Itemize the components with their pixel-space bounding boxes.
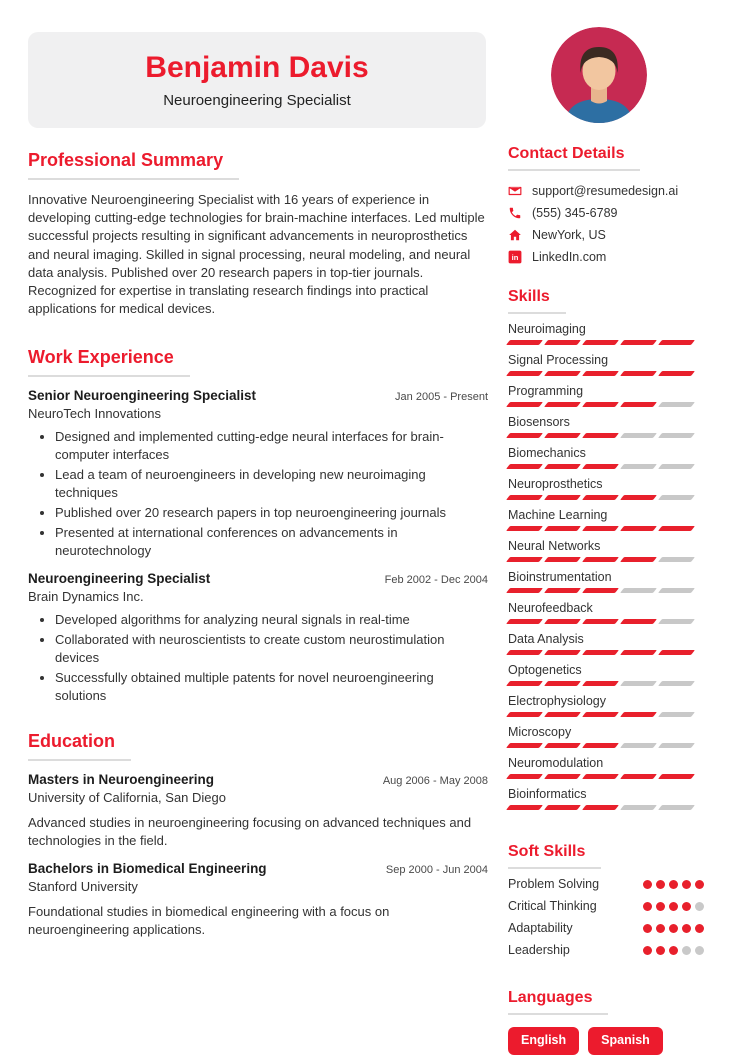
home-icon: [508, 228, 522, 242]
level-dot-filled: [669, 880, 678, 889]
contact-item: [508, 184, 704, 198]
soft-skill-level-dots: [643, 880, 704, 889]
job-entry: [28, 571, 488, 705]
job-company: NeuroTech Innovations: [28, 406, 161, 422]
skills-section: [508, 288, 704, 810]
skill-segment-filled: [582, 588, 619, 593]
skill-name: Data Analysis: [508, 632, 584, 646]
level-dot-filled: [643, 902, 652, 911]
sidebar-column: [508, 145, 704, 1055]
skill-row: [508, 632, 704, 655]
skill-segment-filled: [506, 557, 543, 562]
skill-segment-filled: [544, 619, 581, 624]
skill-segment-filled: [506, 340, 543, 345]
skill-segment-filled: [620, 650, 657, 655]
degree-title: Bachelors in Biomedical Engineering: [28, 860, 267, 876]
skill-segment-filled: [544, 464, 581, 469]
mail-icon: [508, 184, 522, 198]
skill-segment-filled: [544, 743, 581, 748]
skill-segment-filled: [582, 433, 619, 438]
education-entry: [28, 861, 488, 939]
skill-segment-filled: [544, 650, 581, 655]
skill-segment-filled: [544, 495, 581, 500]
level-dot-filled: [643, 924, 652, 933]
skill-segment-filled: [582, 743, 619, 748]
education-description: Advanced studies in neuroengineering focusing on advanced techniques and technologies in the field.: [28, 814, 472, 848]
header-name-card: [28, 32, 486, 128]
job-bullets: [28, 611, 488, 705]
skill-segment-filled: [506, 712, 543, 717]
skill-segment-filled: [506, 495, 543, 500]
job-title: Senior Neuroengineering Specialist: [28, 388, 257, 404]
skill-segment-filled: [582, 464, 619, 469]
soft-skill-level-dots: [643, 946, 704, 955]
skill-segment-empty: [658, 402, 695, 407]
skill-segment-filled: [506, 805, 543, 810]
summary-text: Innovative Neuroengineering Specialist with 16 years of experience in developing cutting-edge technologies for brain-machine interfaces. Led multiple successful projects resulting in significant advancements in neuroprosthetics and neural imaging. Skilled in signal processing, neural modeling, and neural data analysis. Published over 20 research papers in top-tier journals. Recognized for expertise in translating research findings into practical applications for medical devices.: [28, 192, 485, 317]
skill-level-bar: [508, 340, 704, 345]
skill-segment-filled: [544, 433, 581, 438]
profile-photo: [551, 27, 647, 123]
contact-item: [508, 250, 704, 264]
skill-segment-filled: [506, 619, 543, 624]
skill-segment-filled: [506, 774, 543, 779]
summary-heading: Professional Summary: [28, 150, 239, 180]
skill-row: [508, 384, 704, 407]
skill-level-bar: [508, 464, 704, 469]
bullet-item: • Successfully obtained multiple patents for novel neuroengineering solutions: [55, 669, 488, 705]
skill-row: [508, 415, 704, 438]
skill-row: [508, 539, 704, 562]
avatar: [551, 27, 647, 123]
skill-segment-filled: [582, 805, 619, 810]
skill-segment-filled: [544, 712, 581, 717]
skill-segment-filled: [506, 371, 543, 376]
skill-name: Machine Learning: [508, 508, 608, 522]
skill-row: [508, 353, 704, 376]
bullet-item: • Lead a team of neuroengineers in developing new neuroimaging techniques: [55, 466, 488, 502]
contact-heading: Contact Details: [508, 145, 640, 171]
skill-segment-filled: [544, 526, 581, 531]
education-entry: [28, 772, 488, 850]
skill-segment-empty: [658, 433, 695, 438]
person-name: Benjamin Davis: [145, 51, 369, 84]
job-date: Feb 2002 - Dec 2004: [384, 573, 488, 586]
soft-skills-heading: Soft Skills: [508, 843, 601, 869]
skill-segment-filled: [544, 774, 581, 779]
skill-segment-filled: [582, 712, 619, 717]
skill-segment-filled: [582, 557, 619, 562]
skill-segment-empty: [658, 557, 695, 562]
skill-level-bar: [508, 805, 704, 810]
skill-row: [508, 663, 704, 686]
soft-skill-name: Problem Solving: [508, 877, 600, 891]
skill-segment-filled: [506, 464, 543, 469]
skill-row: [508, 508, 704, 531]
skill-level-bar: [508, 495, 704, 500]
skill-segment-filled: [658, 774, 695, 779]
skill-segment-empty: [620, 743, 657, 748]
skill-segment-filled: [506, 526, 543, 531]
level-dot-filled: [669, 946, 678, 955]
contact-item: [508, 206, 704, 220]
soft-skill-row: [508, 899, 704, 913]
level-dot-empty: [682, 946, 691, 955]
skill-name: Neural Networks: [508, 539, 601, 553]
level-dot-filled: [695, 880, 704, 889]
skill-segment-empty: [658, 588, 695, 593]
work-experience-section: [28, 347, 488, 704]
skill-name: Signal Processing: [508, 353, 609, 367]
skill-segment-filled: [620, 774, 657, 779]
contact-section: [508, 145, 704, 264]
languages-section: [508, 989, 704, 1055]
bullet-item: • Collaborated with neuroscientists to create custom neurostimulation devices: [55, 631, 488, 667]
contact-text: NewYork, US: [532, 228, 606, 242]
skill-row: [508, 322, 704, 345]
job-company: Brain Dynamics Inc.: [28, 588, 144, 604]
soft-skill-list: [508, 877, 704, 957]
skill-level-bar: [508, 650, 704, 655]
skill-segment-filled: [544, 340, 581, 345]
skill-level-bar: [508, 402, 704, 407]
summary-section: [28, 150, 488, 318]
skill-segment-filled: [582, 371, 619, 376]
level-dot-filled: [656, 880, 665, 889]
skill-name: Optogenetics: [508, 663, 582, 677]
education-section: [28, 731, 488, 940]
degree-title: Masters in Neuroengineering: [28, 771, 215, 787]
skill-segment-filled: [544, 371, 581, 376]
education-date: Sep 2000 - Jun 2004: [385, 863, 488, 876]
soft-skill-row: [508, 877, 704, 891]
job-entry: [28, 388, 488, 560]
skill-level-bar: [508, 557, 704, 562]
skill-segment-empty: [620, 681, 657, 686]
skill-segment-filled: [582, 650, 619, 655]
skill-segment-empty: [658, 743, 695, 748]
skill-name: Neurofeedback: [508, 601, 593, 615]
skill-level-bar: [508, 588, 704, 593]
skill-row: [508, 601, 704, 624]
soft-skill-name: Adaptability: [508, 921, 573, 935]
skill-segment-filled: [620, 371, 657, 376]
skill-segment-empty: [658, 805, 695, 810]
skills-heading: Skills: [508, 288, 566, 314]
language-badge-list: [508, 1027, 704, 1055]
skill-segment-filled: [620, 526, 657, 531]
skill-name: Programming: [508, 384, 584, 398]
skill-segment-filled: [544, 588, 581, 593]
contact-text: support@resumedesign.ai: [532, 184, 679, 198]
soft-skill-level-dots: [643, 924, 704, 933]
job-bullets: [28, 428, 488, 560]
school-name: Stanford University: [28, 878, 138, 894]
linkedin-icon: [508, 250, 522, 264]
level-dot-filled: [643, 880, 652, 889]
soft-skill-level-dots: [643, 902, 704, 911]
contact-list: [508, 184, 704, 264]
skill-segment-empty: [620, 464, 657, 469]
skill-segment-filled: [582, 774, 619, 779]
bullet-item: • Published over 20 research papers in top neuroengineering journals: [55, 504, 488, 522]
skill-row: [508, 694, 704, 717]
skill-name: Bioinstrumentation: [508, 570, 612, 584]
skill-name: Microscopy: [508, 725, 572, 739]
skill-name: Biosensors: [508, 415, 570, 429]
skill-level-bar: [508, 774, 704, 779]
skill-segment-filled: [620, 619, 657, 624]
skill-segment-empty: [658, 681, 695, 686]
contact-text: (555) 345-6789: [532, 206, 618, 220]
level-dot-filled: [643, 946, 652, 955]
skill-segment-filled: [620, 557, 657, 562]
soft-skill-row: [508, 943, 704, 957]
skill-row: [508, 756, 704, 779]
skill-segment-filled: [506, 743, 543, 748]
job-title: Neuroengineering Specialist: [28, 570, 211, 586]
skill-name: Biomechanics: [508, 446, 586, 460]
bullet-item: • Designed and implemented cutting-edge neural interfaces for brain-computer interfaces: [55, 428, 488, 464]
phone-icon: [508, 206, 522, 220]
skill-name: Electrophysiology: [508, 694, 606, 708]
skill-segment-filled: [620, 495, 657, 500]
soft-skill-name: Critical Thinking: [508, 899, 597, 913]
contact-text: LinkedIn.com: [532, 250, 607, 264]
skill-segment-filled: [582, 340, 619, 345]
skill-segment-filled: [506, 681, 543, 686]
skill-segment-filled: [658, 340, 695, 345]
skill-segment-filled: [544, 402, 581, 407]
skill-segment-filled: [658, 371, 695, 376]
skill-list: [508, 322, 704, 810]
skill-segment-empty: [620, 588, 657, 593]
level-dot-filled: [669, 902, 678, 911]
skill-row: [508, 725, 704, 748]
skill-level-bar: [508, 681, 704, 686]
skill-segment-filled: [544, 805, 581, 810]
level-dot-filled: [656, 924, 665, 933]
level-dot-filled: [656, 902, 665, 911]
soft-skills-section: [508, 843, 704, 957]
skill-segment-empty: [620, 433, 657, 438]
skill-segment-filled: [658, 526, 695, 531]
skill-level-bar: [508, 371, 704, 376]
education-date: Aug 2006 - May 2008: [382, 774, 488, 787]
contact-item: [508, 228, 704, 242]
job-list: [28, 388, 488, 704]
skill-row: [508, 477, 704, 500]
work-heading: Work Experience: [28, 347, 190, 377]
skill-segment-empty: [658, 464, 695, 469]
level-dot-filled: [669, 924, 678, 933]
skill-segment-filled: [582, 402, 619, 407]
language-badge: Spanish: [588, 1027, 663, 1055]
skill-segment-empty: [658, 495, 695, 500]
skill-segment-filled: [506, 433, 543, 438]
svg-text:in: in: [511, 253, 519, 263]
skill-segment-filled: [582, 526, 619, 531]
skill-segment-filled: [506, 650, 543, 655]
education-description: Foundational studies in biomedical engineering with a focus on neuroengineering applications.: [28, 903, 390, 938]
skill-name: Bioinformatics: [508, 787, 587, 801]
skill-level-bar: [508, 712, 704, 717]
skill-name: Neuroprosthetics: [508, 477, 603, 491]
skill-segment-filled: [544, 681, 581, 686]
level-dot-filled: [682, 880, 691, 889]
person-job-title: Neuroengineering Specialist: [163, 92, 351, 109]
school-name: University of California, San Diego: [28, 789, 226, 805]
skill-name: Neuromodulation: [508, 756, 604, 770]
level-dot-filled: [682, 902, 691, 911]
skill-segment-empty: [658, 619, 695, 624]
level-dot-filled: [682, 924, 691, 933]
bullet-item: • Presented at international conferences on advancements in neurotechnology: [55, 524, 488, 560]
education-list: [28, 772, 488, 940]
skill-row: [508, 570, 704, 593]
level-dot-filled: [695, 924, 704, 933]
level-dot-empty: [695, 902, 704, 911]
skill-segment-filled: [544, 557, 581, 562]
skill-level-bar: [508, 619, 704, 624]
job-date: Jan 2005 - Present: [395, 391, 488, 404]
education-heading: Education: [28, 731, 131, 761]
level-dot-filled: [656, 946, 665, 955]
skill-segment-filled: [582, 681, 619, 686]
languages-heading: Languages: [508, 989, 608, 1015]
skill-row: [508, 787, 704, 810]
skill-segment-filled: [620, 402, 657, 407]
bullet-item: • Developed algorithms for analyzing neural signals in real-time: [55, 611, 488, 629]
language-badge: English: [508, 1027, 579, 1055]
skill-name: Neuroimaging: [508, 322, 586, 336]
skill-level-bar: [508, 526, 704, 531]
skill-segment-filled: [582, 495, 619, 500]
level-dot-empty: [695, 946, 704, 955]
skill-level-bar: [508, 433, 704, 438]
soft-skill-name: Leadership: [508, 943, 570, 957]
skill-segment-empty: [658, 712, 695, 717]
skill-row: [508, 446, 704, 469]
skill-level-bar: [508, 743, 704, 748]
skill-segment-filled: [582, 619, 619, 624]
main-column: [28, 150, 488, 965]
skill-segment-filled: [620, 340, 657, 345]
skill-segment-empty: [620, 805, 657, 810]
soft-skill-row: [508, 921, 704, 935]
skill-segment-filled: [506, 588, 543, 593]
skill-segment-filled: [620, 712, 657, 717]
skill-segment-filled: [506, 402, 543, 407]
skill-segment-filled: [658, 650, 695, 655]
